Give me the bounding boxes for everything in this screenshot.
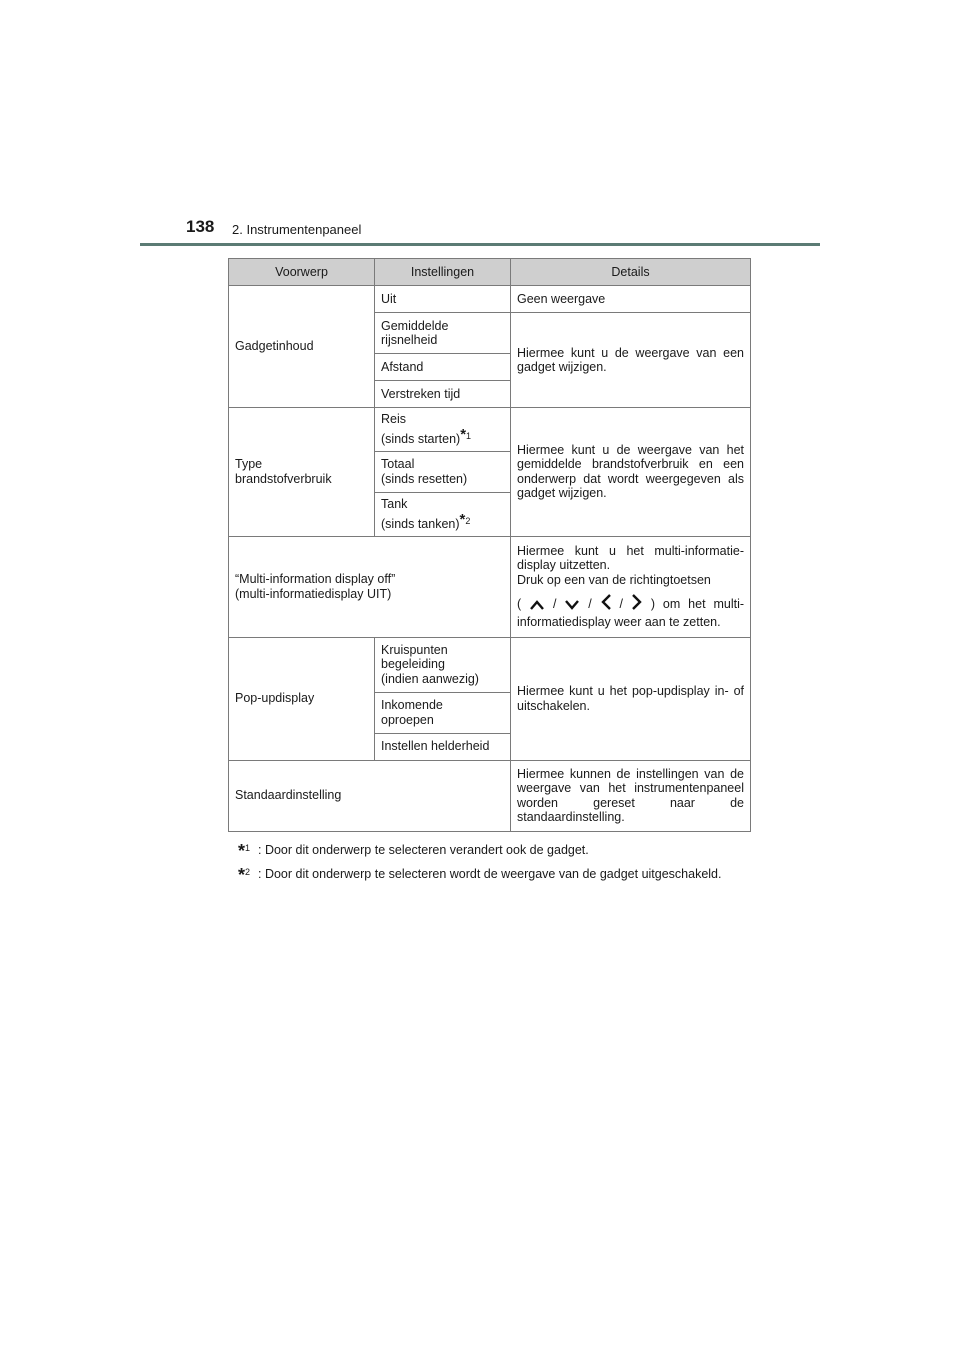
setting-total: Totaal (sinds resetten): [375, 451, 511, 492]
setting-intersection-guidance: Kruispunten begeleiding (indien aanwezig): [375, 637, 511, 692]
detail-change-gadget: Hiermee kunt u de weergave van een gadget wijzigen.: [511, 313, 751, 408]
detail-fuel-consumption: Hiermee kunt u de weergave van het gemiddelde brandstofverbruik en een onderwerp dat wordt weergegeven als gadget wijzigen.: [511, 408, 751, 537]
column-header-details: Details: [511, 259, 751, 286]
item-gadget-content: Gadgetinhoud: [229, 286, 375, 408]
settings-table: [228, 258, 751, 832]
table-row: [229, 637, 751, 692]
setting-tank-label: Tank (sinds tanken): [381, 496, 460, 532]
setting-average-speed: Gemiddelde rijsnelheid: [375, 313, 511, 354]
chevron-right-icon: [631, 593, 643, 614]
table-row: [229, 536, 751, 637]
setting-incoming-calls: Inkomende oproepen: [375, 692, 511, 733]
detail-mid-off-text-2: Druk op een van de richtingtoetsen: [517, 572, 711, 587]
detail-default-setting: Hiermee kunnen de instellingen van de weergave van het instrumentenpaneel worden gereset naar de standaardinstelling.: [511, 760, 751, 831]
detail-mid-off-text-1: Hiermee kunt u het multi-informatiedisplay uitzetten.: [517, 544, 744, 573]
setting-distance: Afstand: [375, 354, 511, 381]
page-number: 138: [186, 217, 215, 236]
setting-elapsed-time: Verstreken tijd: [375, 381, 511, 408]
column-header-settings: Instellingen: [375, 259, 511, 286]
setting-trip-label: Reis (sinds starten): [381, 412, 461, 447]
header-rule: [140, 243, 820, 246]
table-row: [229, 286, 751, 313]
table-row: [229, 760, 751, 831]
setting-off: Uit: [375, 286, 511, 313]
table-row: [229, 408, 751, 452]
setting-tank: [375, 492, 511, 536]
setting-brightness: Instellen helderheid: [375, 733, 511, 760]
footnote-marker: *$^1$: [238, 841, 251, 861]
footnote-marker: *$^2$: [238, 865, 251, 885]
footnote-ref-2: *2: [459, 511, 471, 529]
item-fuel-consumption-type: Type brandstofverbruik: [229, 408, 375, 537]
footnote-ref-1: *1: [460, 426, 472, 444]
chevron-down-icon: [564, 599, 580, 614]
detail-mid-off: Hiermee kunt u het multi-informatiedisplay uitzetten. Druk op een van de richtingtoetsen ( / / / ) om het multi-informatiedisplay weer aan te zetten.: [511, 536, 751, 637]
detail-popup-display: Hiermee kunt u het pop-updisplay in- of uitschakelen.: [511, 637, 751, 760]
section-title: 2. Instrumentenpaneel: [232, 222, 362, 237]
setting-trip: [375, 408, 511, 452]
footnote-text: : Door dit onderwerp te selecteren wordt de weergave van de gadget uitgeschakeld.: [258, 867, 722, 881]
item-default-setting: Standaardinstelling: [229, 760, 511, 831]
chevron-up-icon: [529, 599, 545, 614]
column-header-item: Voorwerp: [229, 259, 375, 286]
footnote-text: : Door dit onderwerp te selecteren verandert ook de gadget.: [258, 843, 589, 857]
detail-mid-off-text-3: om het multi-informatiedisplay weer aan te zetten.: [517, 597, 745, 629]
detail-no-display: Geen weergave: [511, 286, 751, 313]
item-popup-display: Pop-updisplay: [229, 637, 375, 760]
chevron-left-icon: [600, 593, 612, 614]
table-header-row: [229, 259, 751, 286]
item-mid-off: “Multi-information display off” (multi-informatiedisplay UIT): [229, 536, 511, 637]
